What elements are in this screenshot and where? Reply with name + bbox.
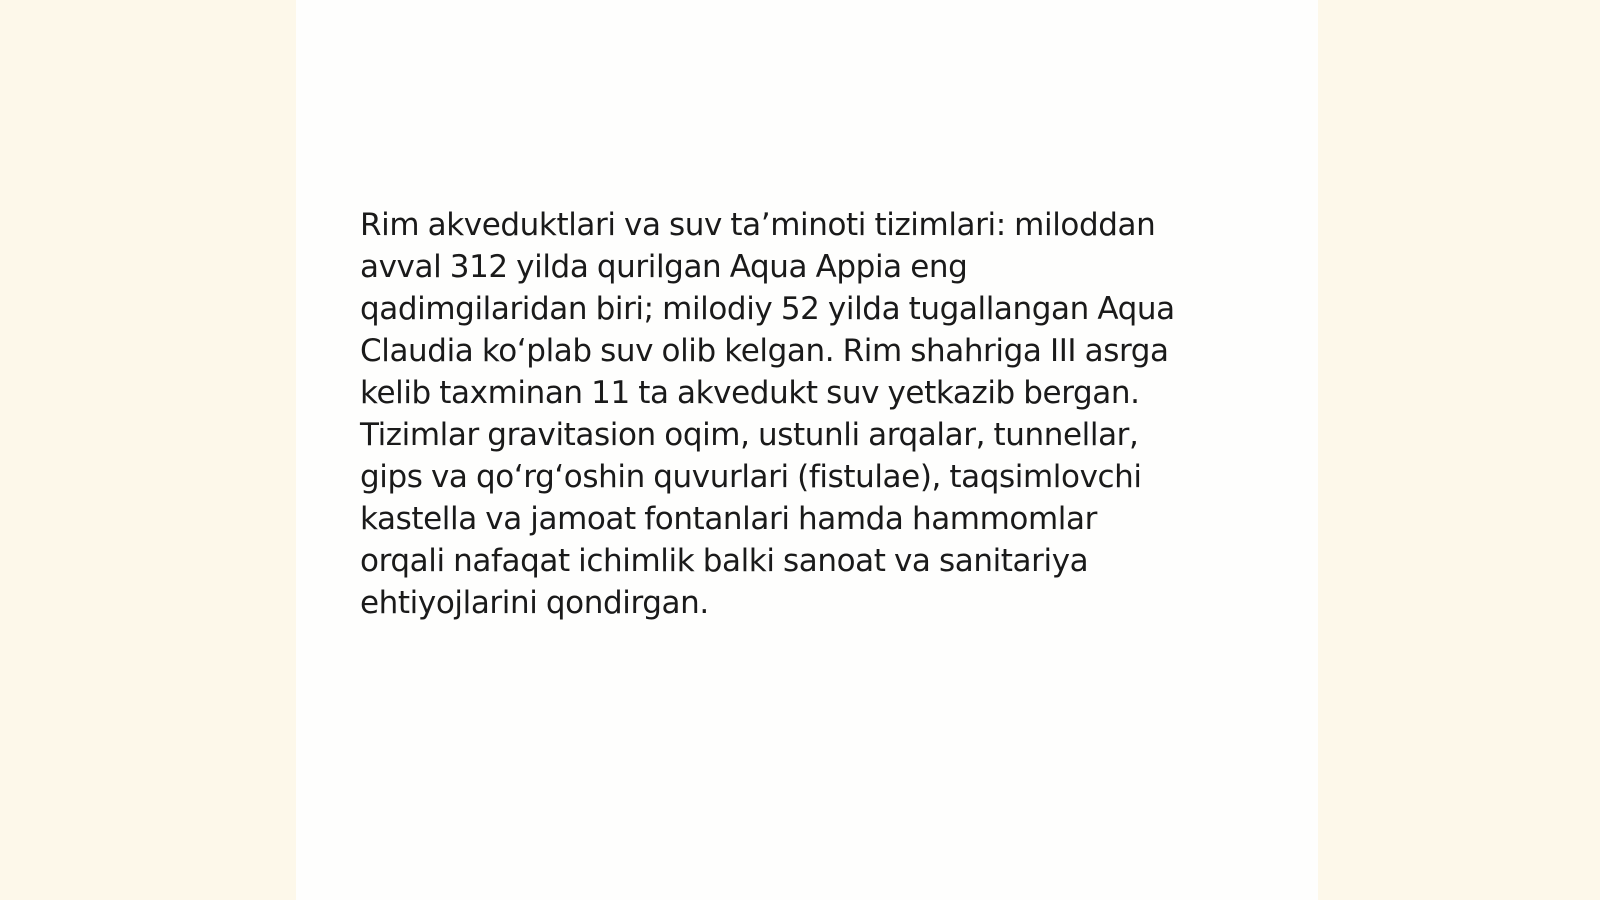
paragraph-line: Rim akveduktlari va suv ta’minoti tizimlari: miloddan: [360, 207, 1156, 243]
paragraph-line: Tizimlar gravitasion oqim, ustunli arqalar, tunnellar,: [360, 417, 1139, 453]
left-margin-panel: [0, 0, 296, 900]
paragraph-line: ehtiyojlarini qondirgan.: [360, 585, 709, 621]
paragraph-line: kastella va jamoat fontanlari hamda hammomlar: [360, 501, 1097, 537]
body-paragraph: [360, 204, 1260, 624]
paragraph-line: kelib taxminan 11 ta akvedukt suv yetkazib bergan.: [360, 375, 1140, 411]
right-margin-panel: [1318, 0, 1600, 900]
paragraph-line: qadimgilaridan biri; milodiy 52 yilda tugallangan Aqua: [360, 291, 1175, 327]
paragraph-line: gips va qo‘rg‘oshin quvurlari (fistulae), taqsimlovchi: [360, 459, 1142, 495]
paragraph-line: avval 312 yilda qurilgan Aqua Appia eng: [360, 249, 968, 285]
document-page: [296, 0, 1318, 900]
paragraph-line: orqali nafaqat ichimlik balki sanoat va sanitariya: [360, 543, 1089, 579]
paragraph-line: Claudia ko‘plab suv olib kelgan. Rim shahriga III asrga: [360, 333, 1169, 369]
